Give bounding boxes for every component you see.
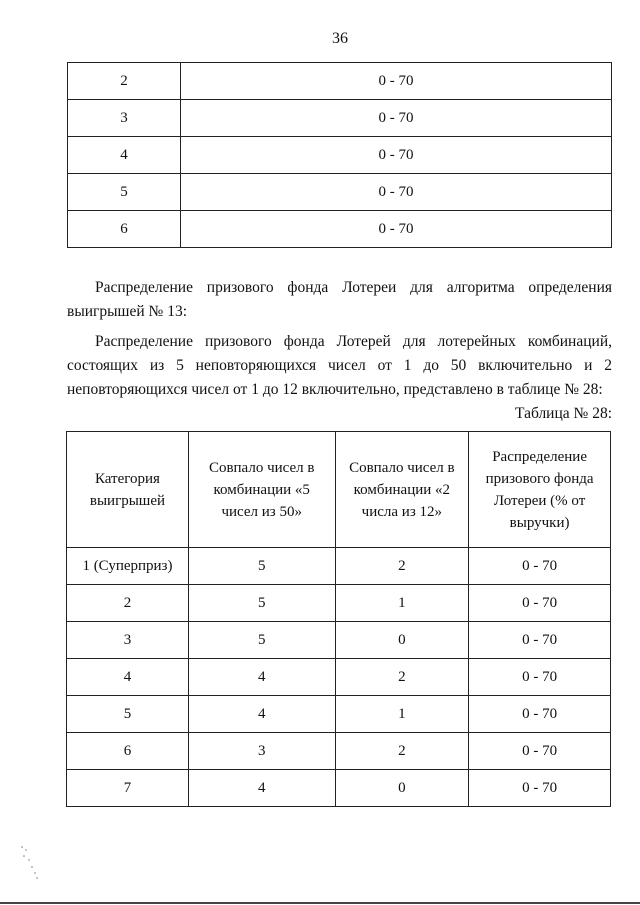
matched-extra-cell: 1 [335, 696, 469, 733]
category-cell: 5 [68, 174, 181, 211]
table-row [68, 100, 612, 137]
page-number: 36 [332, 30, 348, 47]
table-row [67, 548, 611, 585]
category-cell: 2 [67, 585, 189, 622]
category-cell: 2 [68, 63, 181, 100]
category-cell: 7 [67, 770, 189, 807]
distribution-cell: 0 - 70 [469, 696, 611, 733]
table-row [67, 622, 611, 659]
category-cell: 5 [67, 696, 189, 733]
category-cell: 4 [67, 659, 189, 696]
category-cell: 6 [67, 733, 189, 770]
distribution-cell: 0 - 70 [469, 659, 611, 696]
distribution-cell: 0 - 70 [181, 63, 612, 100]
table-row [68, 174, 612, 211]
category-cell: 3 [68, 100, 181, 137]
matched-extra-cell: 1 [335, 585, 469, 622]
page-bottom-edge [0, 902, 640, 904]
header-prize-distribution: Распределение призового фонда Лотереи (% от выручки) [469, 432, 611, 548]
matched-main-cell: 4 [188, 696, 335, 733]
table-row [67, 696, 611, 733]
matched-extra-cell: 2 [335, 548, 469, 585]
header-matched-2-of-12: Совпало чисел в комбинации «2 числа из 12» [335, 432, 469, 548]
matched-main-cell: 5 [188, 548, 335, 585]
distribution-cell: 0 - 70 [181, 100, 612, 137]
paragraph-algorithm-13: Распределение призового фонда Лотереи для алгоритма определения выигрышей № 13: [67, 279, 612, 320]
header-matched-5-of-50: Совпало чисел в комбинации «5 чисел из 50» [188, 432, 335, 548]
category-cell: 6 [68, 211, 181, 248]
matched-main-cell: 4 [188, 770, 335, 807]
table-row [67, 659, 611, 696]
matched-main-cell: 5 [188, 585, 335, 622]
prize-table-28 [66, 431, 611, 807]
distribution-cell: 0 - 70 [181, 174, 612, 211]
table-row [67, 585, 611, 622]
distribution-cell: 0 - 70 [181, 211, 612, 248]
distribution-cell: 0 - 70 [469, 548, 611, 585]
category-cell: 1 (Суперприз) [67, 548, 189, 585]
category-cell: 4 [68, 137, 181, 174]
distribution-cell: 0 - 70 [469, 622, 611, 659]
header-category: Категория выигрышей [67, 432, 189, 548]
matched-main-cell: 5 [188, 622, 335, 659]
table-row [67, 770, 611, 807]
distribution-cell: 0 - 70 [469, 585, 611, 622]
table-row [68, 211, 612, 248]
distribution-cell: 0 - 70 [181, 137, 612, 174]
category-cell: 3 [67, 622, 189, 659]
matched-extra-cell: 0 [335, 622, 469, 659]
table-caption: Таблица № 28: [514, 405, 612, 422]
matched-extra-cell: 0 [335, 770, 469, 807]
table-row [68, 63, 612, 100]
table-row [67, 733, 611, 770]
matched-main-cell: 4 [188, 659, 335, 696]
matched-extra-cell: 2 [335, 733, 469, 770]
distribution-cell: 0 - 70 [469, 733, 611, 770]
matched-extra-cell: 2 [335, 659, 469, 696]
paragraph-table-description: Распределение призового фонда Лотерей для лотерейных комбинаций, состоящих из 5 неповторяющихся чисел от 1 до 50 включительно и 2 неповторяющихся чисел от 1 до 12 включительно, представлено в таблице № 28: [67, 333, 612, 398]
table-row [68, 137, 612, 174]
distribution-cell: 0 - 70 [469, 770, 611, 807]
prize-table-continued [67, 62, 612, 248]
scan-marks [18, 843, 42, 883]
matched-main-cell: 3 [188, 733, 335, 770]
table-header-row [67, 432, 611, 548]
